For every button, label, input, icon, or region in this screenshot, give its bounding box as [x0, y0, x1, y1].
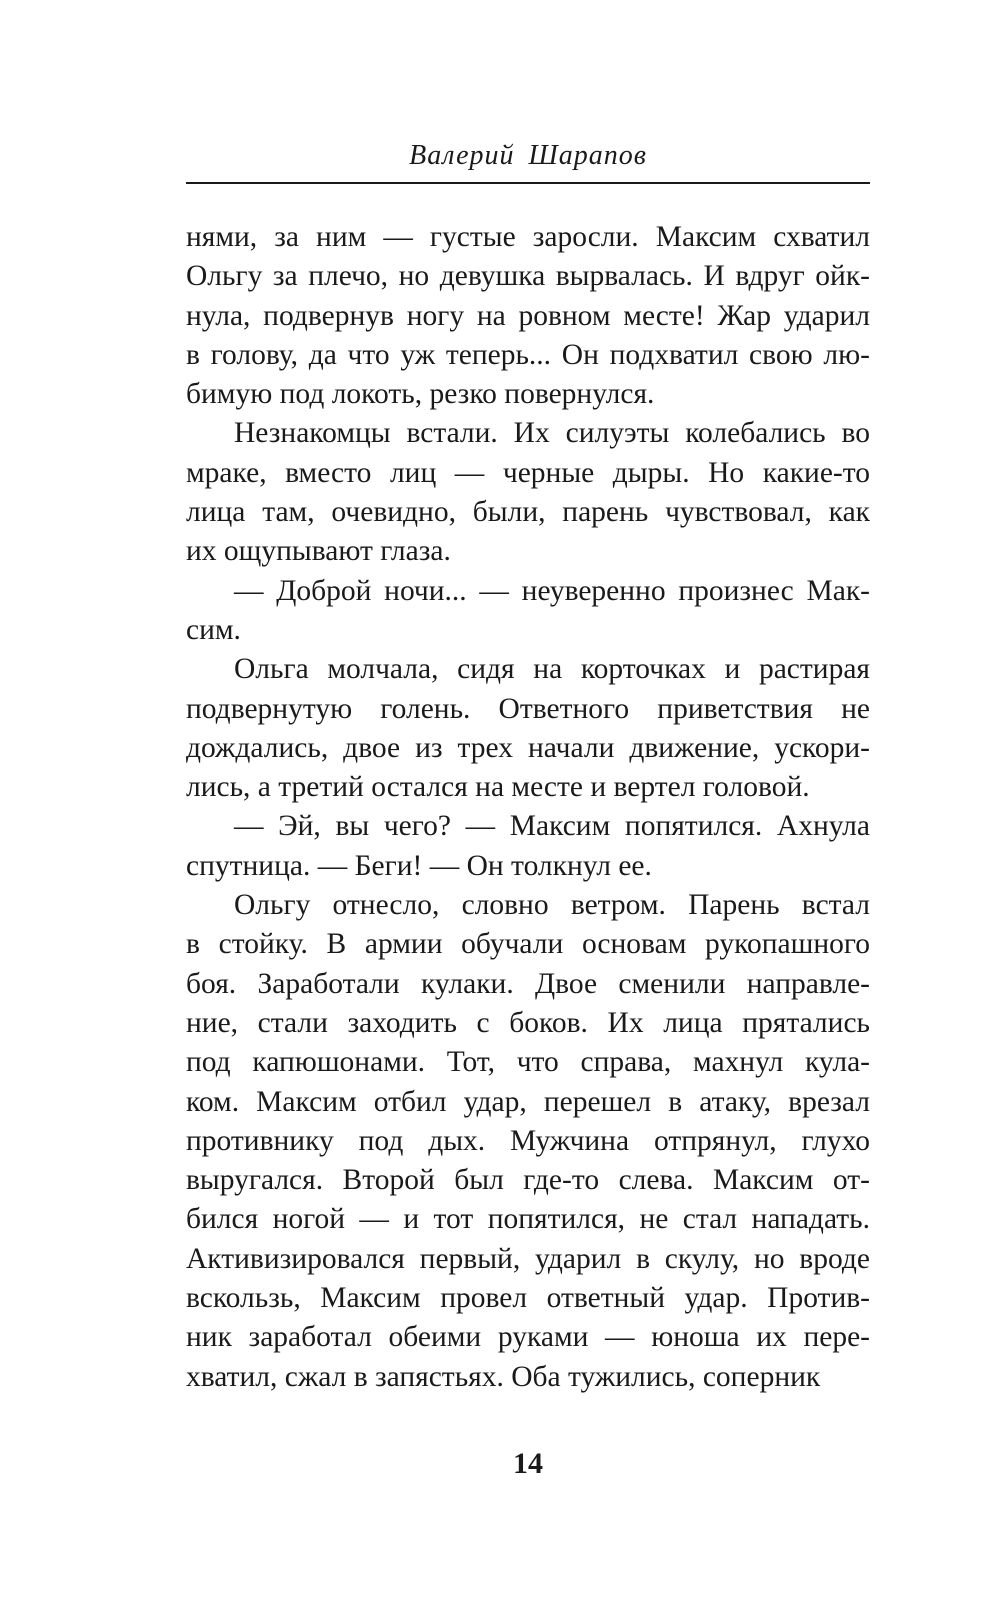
text-line: ние, стали заходить с боков. Их лица прятались: [186, 1006, 870, 1039]
paragraph: [186, 572, 870, 651]
body-text: [186, 218, 870, 1397]
paragraph: [186, 807, 870, 886]
text-line: вскользь, Максим провел ответный удар. Против-: [186, 1282, 870, 1315]
text-line: в стойку. В армии обучали основам рукопашного: [186, 928, 870, 961]
text-line: бился ногой — и тот попятился, не стал нападать.: [186, 1203, 870, 1236]
text-line: противнику под дых. Мужчина отпрянул, глухо: [186, 1124, 870, 1157]
text-line: под капюшонами. Тот, что справа, махнул кула-: [186, 1046, 870, 1079]
text-line: ком. Максим отбил удар, перешел в атаку, врезал: [186, 1085, 870, 1118]
text-line: ник заработал обеими руками — юноша их пере-: [186, 1321, 870, 1354]
text-line: боя. Заработали кулаки. Двое сменили направле-: [186, 967, 870, 1000]
page-number: 14: [513, 1447, 543, 1480]
paragraph: [186, 414, 870, 571]
text-line: спутница. — Беги! — Он толкнул ее.: [186, 849, 652, 882]
text-line: мраке, вместо лиц — черные дыры. Но какие-то: [186, 456, 870, 489]
text-line: выругался. Второй был где-то слева. Максим от-: [186, 1164, 870, 1197]
text-line: нула, подвернув ногу на ровном месте! Жар ударил: [186, 299, 870, 332]
text-line: Ольга молчала, сидя на корточках и растирая: [234, 653, 870, 686]
text-line: Ольгу отнесло, словно ветром. Парень встал: [234, 889, 870, 922]
text-line: подвернутую голень. Ответного приветствия не: [186, 692, 870, 725]
text-line: их ощупывают глаза.: [186, 535, 451, 568]
paragraph: [186, 886, 870, 1397]
text-line: лись, а третий остался на месте и вертел головой.: [186, 771, 810, 804]
paragraph: [186, 650, 870, 807]
header-divider: [186, 182, 870, 184]
text-line: нями, за ним — густые заросли. Максим схватил: [186, 221, 870, 253]
running-head-author: Валерий Шарапов: [409, 140, 647, 171]
text-line: — Эй, вы чего? — Максим попятился. Ахнула: [234, 810, 870, 843]
text-line: дождались, двое из трех начали движение, ускори-: [186, 731, 870, 764]
text-line: Ольгу за плечо, но девушка вырвалась. И вдруг ойк-: [186, 260, 870, 293]
text-line: Активизировался первый, ударил в скулу, но вроде: [186, 1242, 870, 1275]
text-line: лица там, очевидно, были, парень чувствовал, как: [186, 496, 870, 529]
paragraph: [186, 218, 870, 414]
text-line: хватил, сжал в запястьях. Оба тужились, соперник: [186, 1360, 821, 1393]
text-line: в голову, да что уж теперь... Он подхватил свою лю-: [186, 338, 870, 371]
text-line: Незнакомцы встали. Их силуэты колебались во: [234, 417, 870, 450]
text-line: бимую под локоть, резко повернулся.: [186, 378, 655, 411]
text-line: — Доброй ночи... — неуверенно произнес Мак-: [234, 574, 870, 607]
text-line: сим.: [186, 613, 241, 646]
